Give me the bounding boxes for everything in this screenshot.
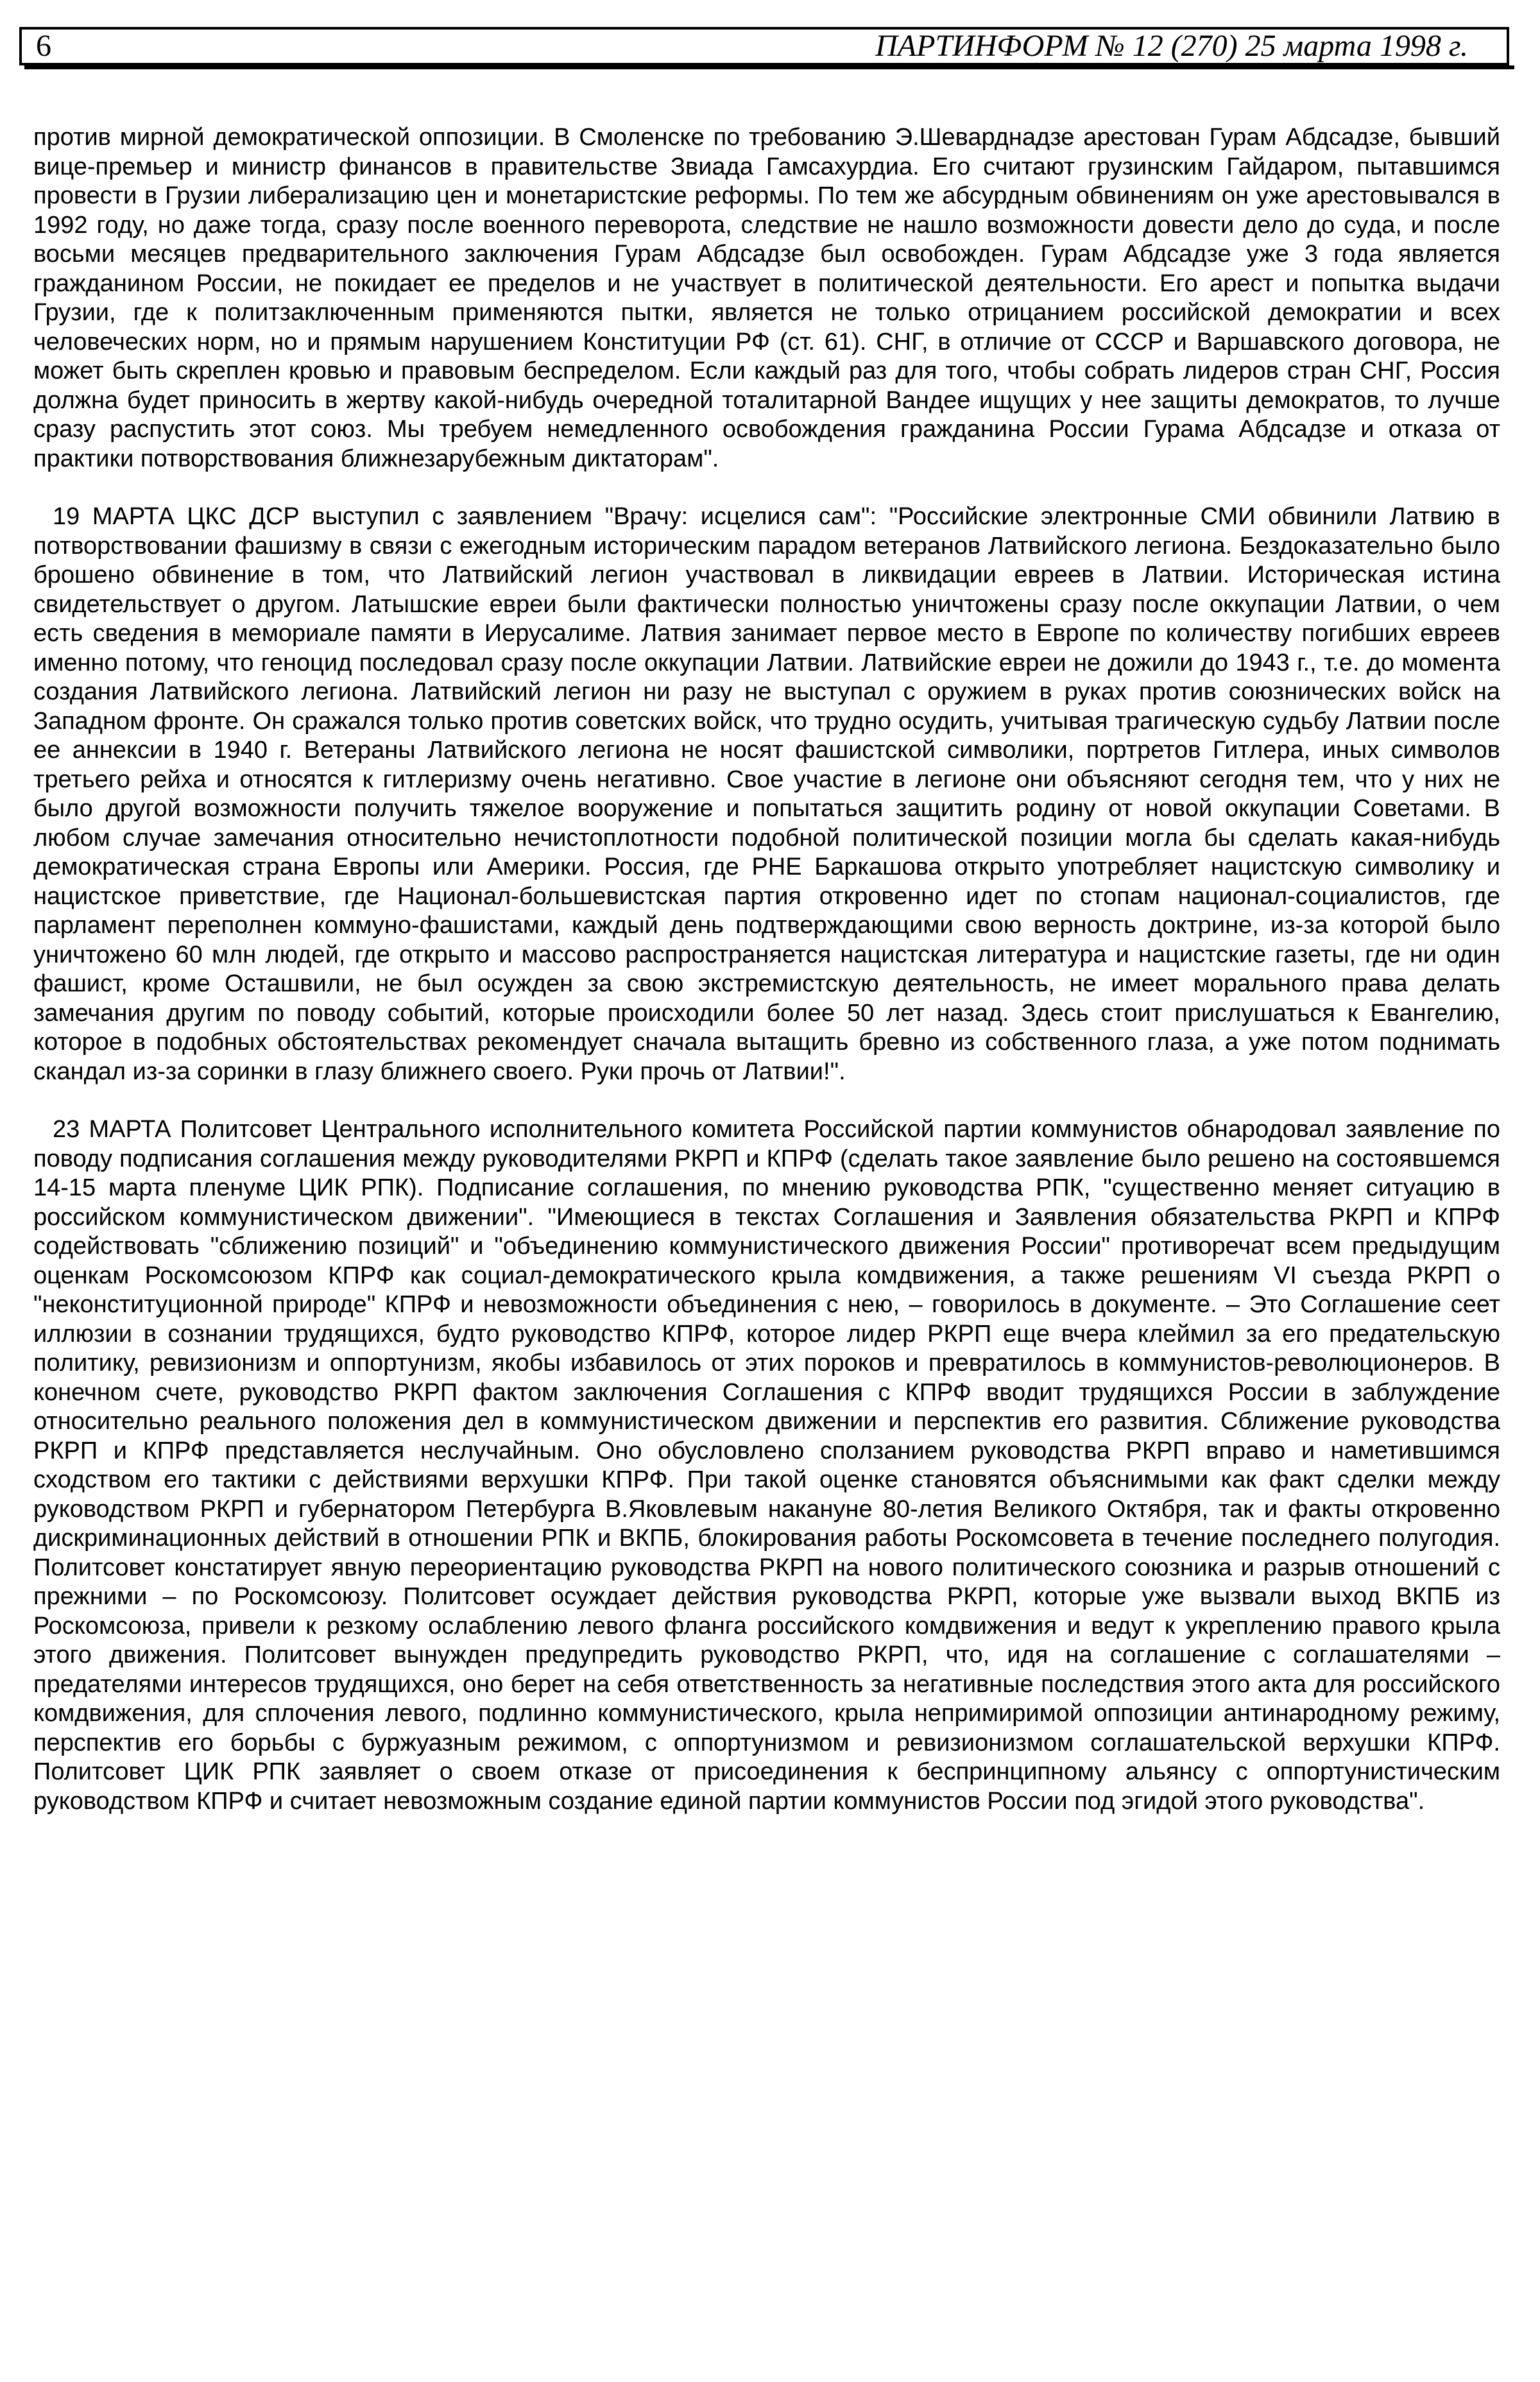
issue-title: ПАРТИНФОРМ № 12 (270) 25 марта 1998 г.: [875, 29, 1468, 63]
article-body: [33, 123, 1500, 1845]
paragraph-march-19: 19 МАРТА ЦКС ДСР выступил с заявлением "Врачу: исцелися сам": "Российские электронные СМИ обвинили Латвию в потворствовании фашизму в связи с ежегодным историческим парадом ветеранов Латвийского легиона. Бездоказательно было брошено обвинение в том, что Латвийский легион участвовал в ликвидации евреев в Латвии. Историческая истина свидетельствует о другом. Латышские евреи были фактически полностью уничтожены сразу после оккупации Латвии, о чем есть сведения в мемориале памяти в Иерусалиме. Латвия занимает первое место в Европе по количеству погибших евреев именно потому, что геноцид последовал сразу после оккупации Латвии. Латвийские евреи не дожили до 1943 г., т.е. до момента создания Латвийского легиона. Латвийский легион ни разу не выступал с оружием в руках против союзнических войск на Западном фронте. Он сражался только против советских войск, что трудно осудить, учитывая трагическую судьбу Латвии после ее аннексии в 1940 г. Ветераны Латвийского легиона не носят фашистской символики, портретов Гитлера, иных символов третьего рейха и относятся к гитлеризму очень негативно. Свое участие в легионе они объясняют сегодня тем, что у них не было другой возможности получить тяжелое вооружение и попытаться защитить родину от новой оккупации Советами. В любом случае замечания относительно нечистоплотности подобной политической позиции могла бы сделать какая-нибудь демократическая страна Европы или Америки. Россия, где РНЕ Баркашова открыто употребляет нацистскую символику и нацистское приветствие, где Национал-большевистская партия откровенно идет по стопам национал-социалистов, где парламент переполнен коммуно-фашистами, каждый день подтверждающими свою верность доктрине, из-за которой было уничтожено 60 млн людей, где открыто и массово распространяется нацистская литература и нацистские газеты, где ни один фашист, кроме Осташвили, не был осужден за свою экстремистскую деятельность, не имеет морального права делать замечания другим по поводу событий, которые происходили более 50 лет назад. Здесь стоит прислушаться к Евангелию, которое в подобных обстоятельствах рекомендует сначала вытащить бревно из собственного глаза, а уже потом поднимать скандал из-за соринки в глазу ближнего своего. Руки прочь от Латвии!".: [33, 503, 1500, 1085]
paragraph-continuation: против мирной демократической оппозиции. В Смоленске по требованию Э.Шеварднадзе арестован Гурам Абдсадзе, бывший вице-премьер и министр финансов в правительстве Звиада Гамсахурдиа. Его считают грузинским Гайдаром, пытавшимся провести в Грузии либерализацию цен и монетаристские реформы. По тем же абсурдным обвинениям он уже арестовывался в 1992 году, но даже тогда, сразу после военного переворота, следствие не нашло возможности довести дело до суда, и после восьми месяцев предварительного заключения Гурам Абдсадзе был освобожден. Гурам Абдсадзе уже 3 года является гражданином России, не покидает ее пределов и не участвует в политической деятельности. Его арест и попытка выдачи Грузии, где к политзаключенным применяются пытки, является не только отрицанием российской демократии и всех человеческих норм, но и прямым нарушением Конституции РФ (ст. 61). СНГ, в отличие от СССР и Варшавского договора, не может быть скреплен кровью и правовым беспределом. Если каждый раз для того, чтобы собрать лидеров стран СНГ, Россия должна будет приносить в жертву какой-нибудь очередной тоталитарной Вандее ищущих у нее защиты демократов, то лучше сразу распустить этот союз. Мы требуем немедленного освобождения гражданина России Гурама Абдсадзе и отказа от практики потворствования ближнезарубежным диктаторам".: [33, 124, 1500, 472]
page-number: 6: [36, 29, 51, 63]
header-rule: [24, 65, 1514, 69]
paragraph-march-23: 23 МАРТА Политсовет Центрального исполнительного комитета Российской партии коммунистов обнародовал заявление по поводу подписания соглашения между руководителями РКРП и КПРФ (сделать такое заявление было решено на состоявшемся 14-15 марта пленуме ЦИК РПК). Подписание соглашения, по мнению руководства РПК, "существенно меняет ситуацию в российском коммунистическом движении". "Имеющиеся в текстах Соглашения и Заявления обязательства РКРП и КПРФ содействовать "сближению позиций" и "объединению коммунистического движения России" противоречат всем предыдущим оценкам Роскомсоюзом КПРФ как социал-демократического крыла комдвижения, а также решениям VI съезда РКРП о "неконституционной природе" КПРФ и невозможности объединения с нею, – говорилось в документе. – Это Соглашение сеет иллюзии в сознании трудящихся, будто руководство КПРФ, которое лидер РКРП еще вчера клеймил за его предательскую политику, ревизионизм и оппортунизм, якобы избавилось от этих пороков и превратилось в коммунистов-революционеров. В конечном счете, руководство РКРП фактом заключения Соглашения с КПРФ вводит трудящихся России в заблуждение относительно реального положения дел в коммунистическом движении и перспектив его развития. Сближение руководства РКРП и КПРФ представляется неслучайным. Оно обусловлено сползанием руководства РКРП вправо и наметившимся сходством его тактики с действиями верхушки КПРФ. При такой оценке становятся объяснимыми как факт сделки между руководством РКРП и губернатором Петербурга В.Яковлевым накануне 80-летия Великого Октября, так и факты откровенно дискриминационных действий в отношении РПК и ВКПБ, блокирования работы Роскомсовета в течение последнего полугодия. Политсовет констатирует явную переориентацию руководства РКРП на нового политического союзника и разрыв отношений с прежними – по Роскомсоюзу. Политсовет осуждает действия руководства РКРП, которые уже вызвали выход ВКПБ из Роскомсоюза, привели к резкому ослаблению левого фланга российского комдвижения и ведут к укреплению правого крыла этого движения. Политсовет вынужден предупредить руководство РКРП, что, идя на соглашение с соглашателями – предателями интересов трудящихся, оно берет на себя ответственность за негативные последствия этого акта для российского комдвижения, для сплочения левого, подлинно коммунистического, крыла непримиримой оппозиции антинародному режиму, перспектив его борьбы с буржуазным режимом, с оппортунизмом и ревизионизмом соглашательской верхушки КПРФ. Политсовет ЦИК РПК заявляет о своем отказе от присоединения к беспринципному альянсу с оппортунистическим руководством КПРФ и считает невозможным создание единой партии коммунистов России под эгидой этого руководства".: [33, 1116, 1500, 1815]
page-header: [19, 27, 1509, 65]
